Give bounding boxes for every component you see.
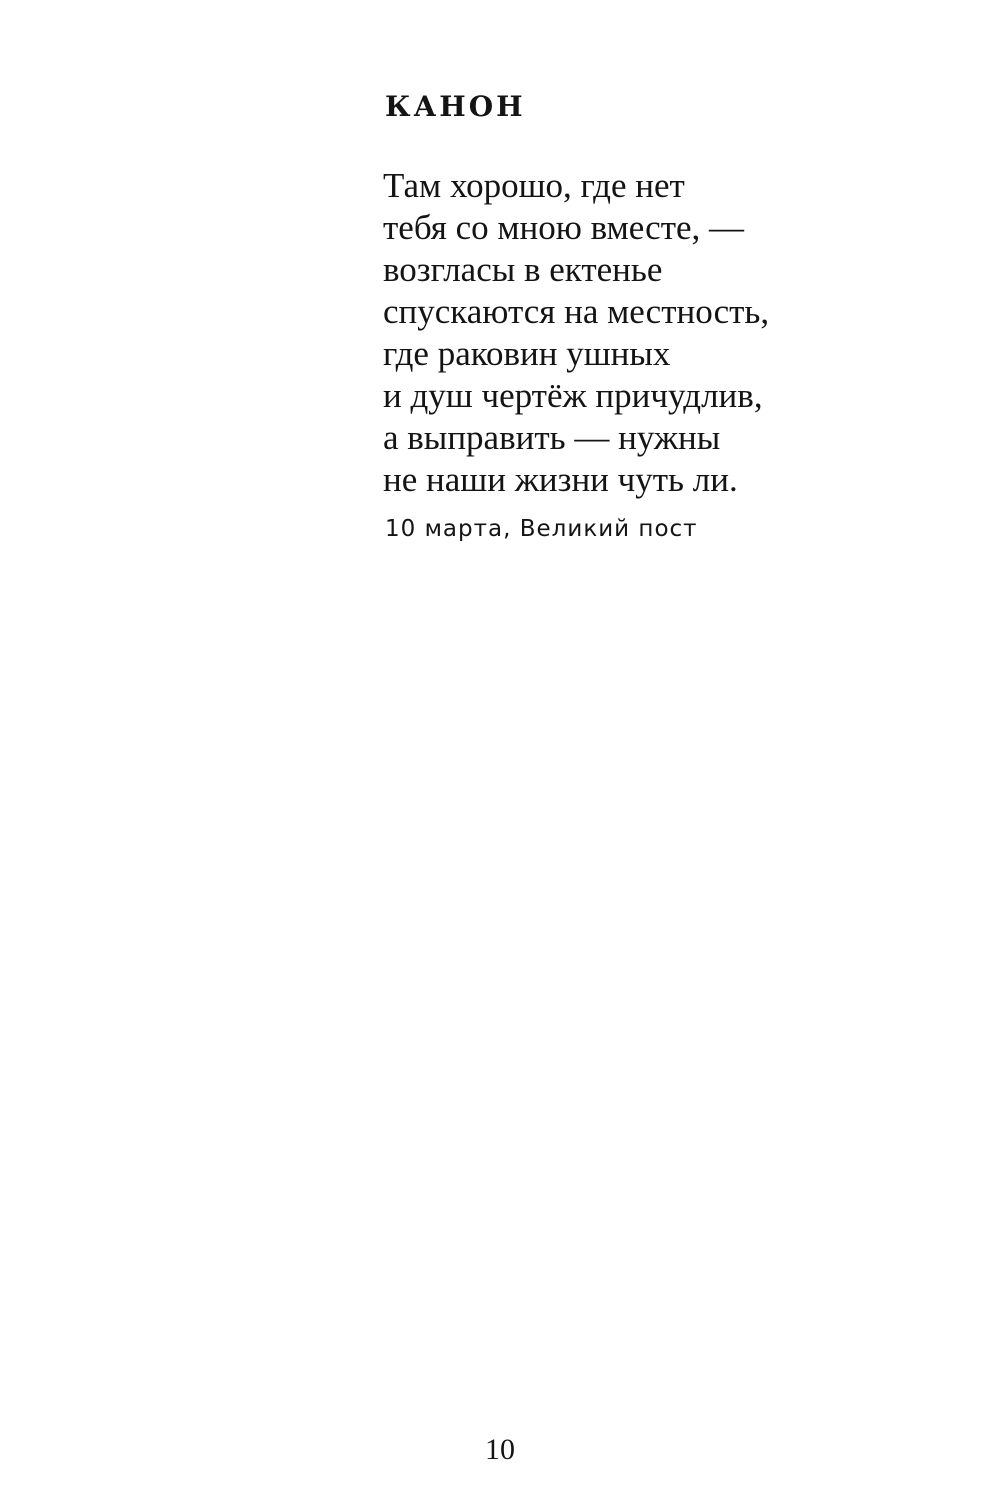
poem-line: и душ чертёж причудлив, [383,376,763,415]
poem-line: а выправить — нужны [383,418,721,457]
poem-line: не наши жизни чуть ли. [383,460,738,499]
poem-line: спускаются на местность, [383,292,770,331]
poem-line: где раковин ушных [383,334,671,373]
poem-body [383,165,843,501]
poem-title: КАНОН [385,90,526,123]
poem-line: Там хорошо, где нет [383,166,685,205]
poem-line: тебя со мною вместе, — [383,208,745,247]
poem-date: 10 марта, Великий пост [385,516,698,542]
poem-line: возгласы в ектенье [383,250,663,289]
page-number: 10 [485,1433,515,1466]
